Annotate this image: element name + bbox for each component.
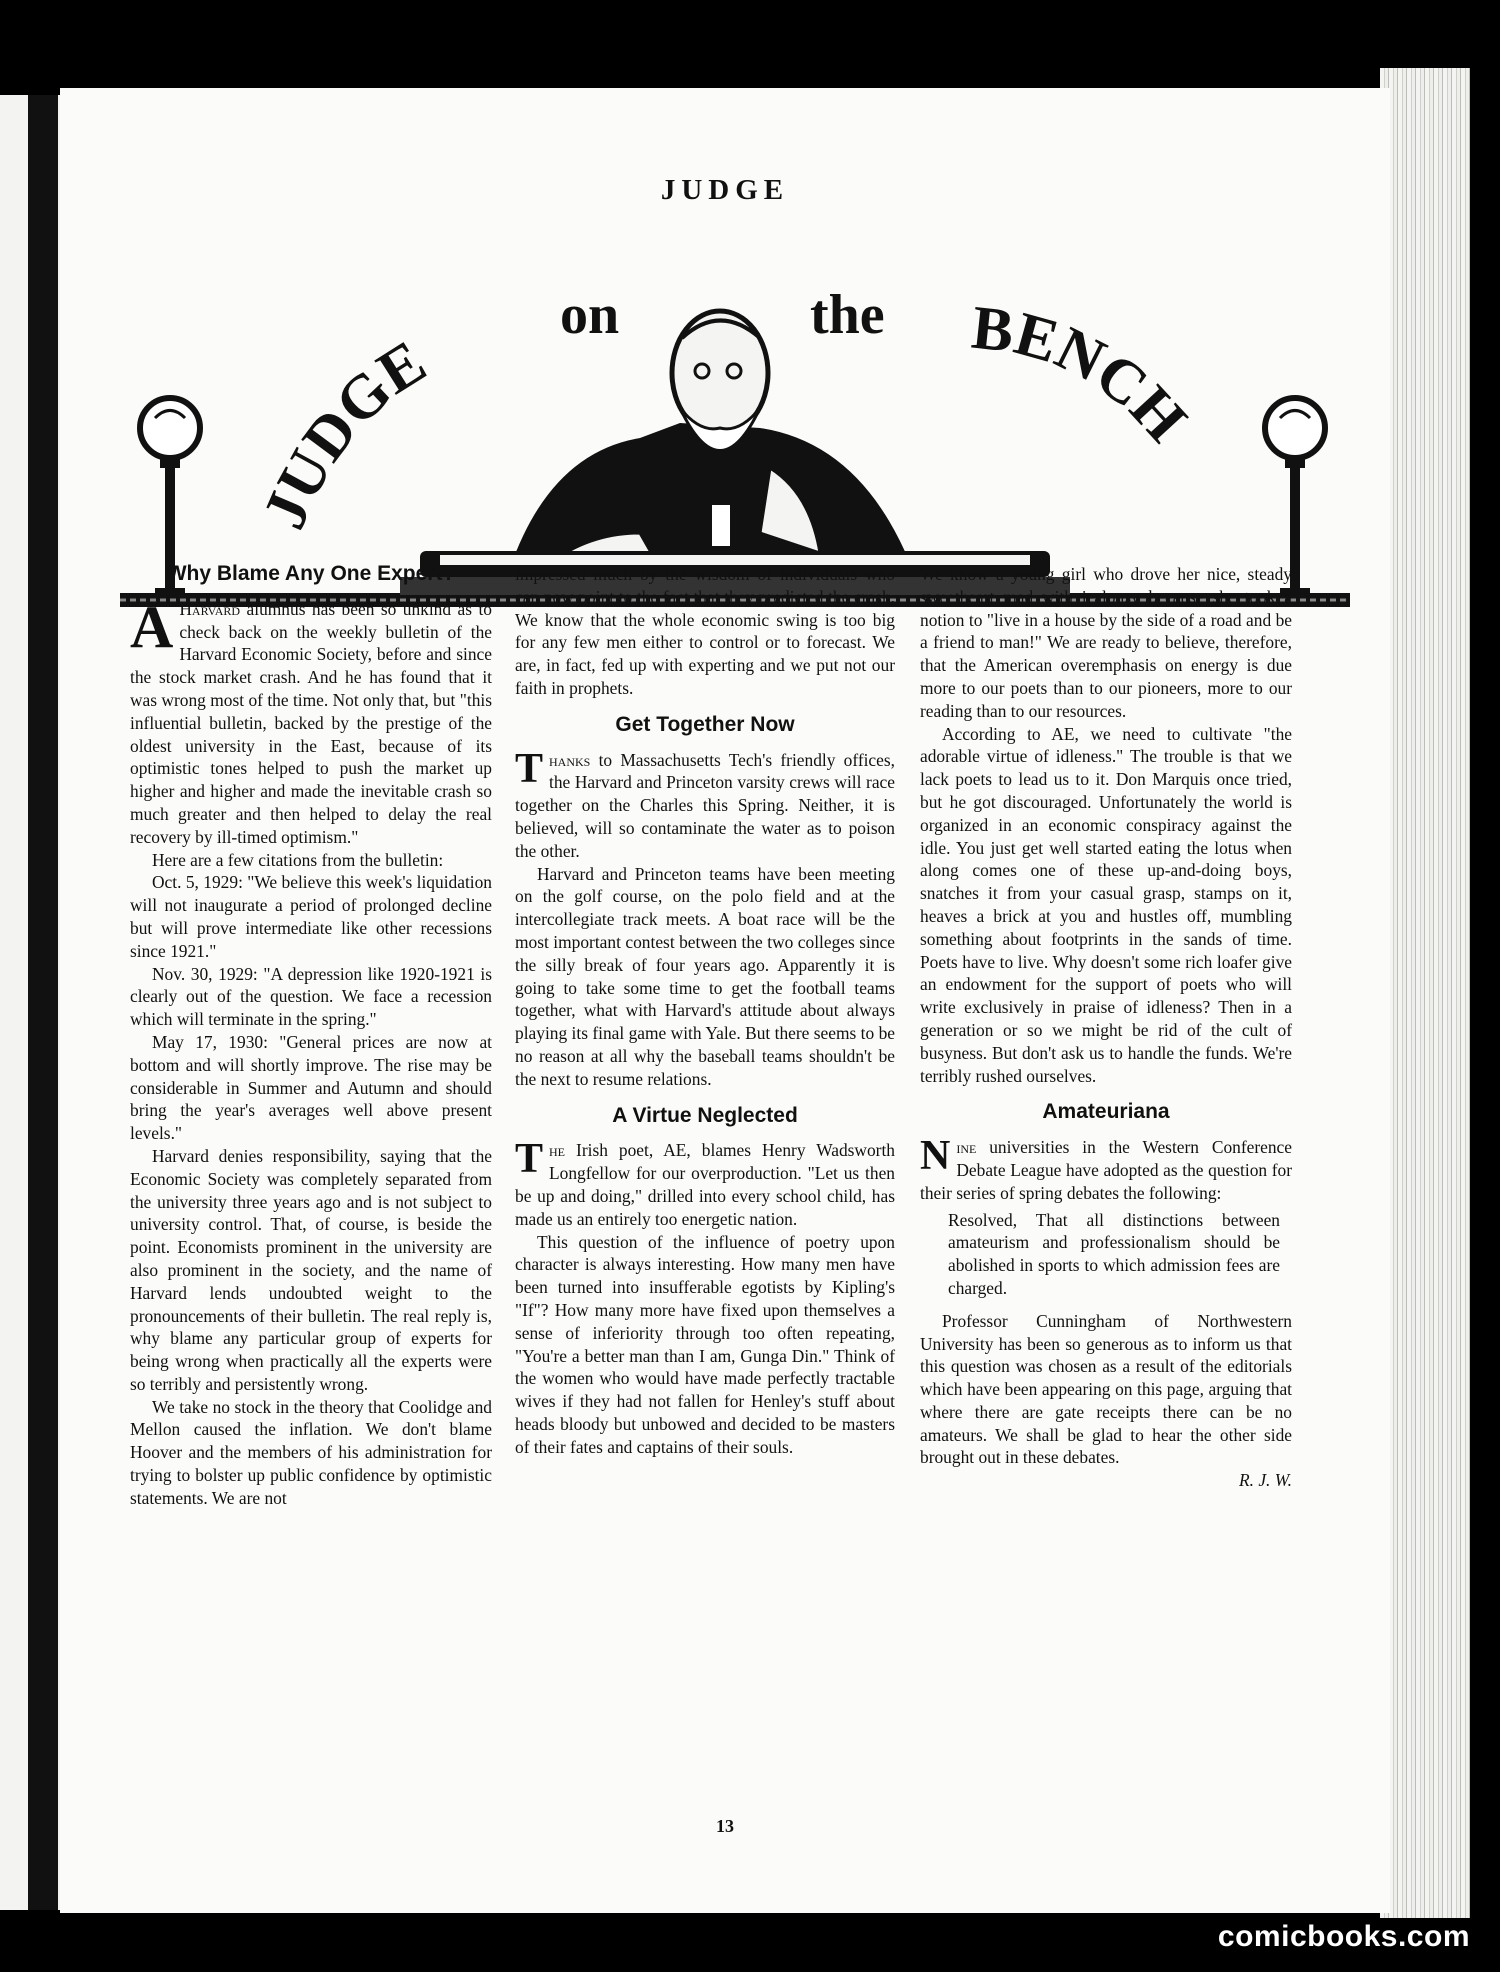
masthead-title-the: the [810,284,885,346]
paragraph: We take no stock in the theory that Coolidge and Mellon caused the inflation. We don't blame Hoover and the members of his administration for trying to bolster up public confidence by optimistic statements. We are not [130,1396,492,1508]
drop-cap: A [130,593,174,660]
running-head: JUDGE [660,174,790,206]
left-page-edge [0,95,60,1910]
paragraph: Harvard denies responsibility, saying that the Economic Society was completely separated from the university three years ago and is not subject to university control. That, of course, is beside the point. Economists prominent in the university are also prominent in the society, and the name of Harvard lends undoubted weight to the pronouncements of their bulletin. The real reply is, why blame any particular group of experts for being wrong when practically all the experts were so terribly and persistently wrong. [130,1145,492,1394]
paragraph [515,745,895,863]
svg-text:JUDGE [250,328,437,538]
heading-get-together: Get Together Now [615,712,795,736]
drop-cap: N [920,1133,951,1180]
paragraph [515,1136,895,1230]
heading-amateuriana: Amateuriana [1042,1100,1170,1124]
resolution-quote [948,1209,1280,1300]
svg-text:BENCH [969,294,1200,455]
masthead-title-on: on [560,284,620,346]
signature: R. J. W. [1239,1470,1292,1491]
quote-text: Resolved, That all distinctions between amateurism and professionalism should be abolished in sports to which admission fees are charged. [948,1209,1280,1298]
paragraph [130,593,492,849]
paragraph: Professor Cunningham of Northwestern University has been so generous as to inform us that this question was chosen as a result of the editorials which have been appearing on this page, arguing that where there are gate receipts there can be no amateurs. We shall be glad to hear the other side brought out in these debates. [920,1310,1292,1468]
masthead-title-right: BENCH [968,293,1200,455]
drop-cap: T [515,1136,544,1183]
drop-cap: T [515,745,544,792]
paragraph-text: alumnus has been so unkind as to check back on the weekly bulletin of the Harvard Economic Society, before and since the stock market crash. And he has found that it was wrong most of the time. Not only that, but "this influential bulletin, backed by the prestige of the oldest university in the East, because of its optimistic tones helped to push the market up higher and higher and made the inevitable crash so much greater and then helped to delay the real recovery by ill-timed optimism." [130,598,492,847]
paragraph: Here are a few citations from the bulletin: [152,849,444,870]
paragraph-text: to Massachusetts Tech's friendly offices, the Harvard and Princeton varsity crews will race together on the Charles this Spring. Neither, it is believed, will so contaminate the water as to poison the other. [515,749,895,861]
paragraph: According to AE, we need to cultivate "the adorable virtue of idleness." The trouble is that we lack poets to lead us to it. Don Marquis once tried, but he got discouraged. Unfortunately the world is organized in an economic conspiracy against the idle. You just get well started eating the lotus when along comes one of these up-and-doing boys, snatches it from your casual grasp, stamps on it, heaves a brick at you and hustles off, mumbling something about footprints in the sands of time. Poets have to live. Why doesn't some rich loafer give an endowment for the support of poets who will write exclusively in praise of idleness? Then in a generation or so we might be rid of the cult of busyness. But don't ask us to handle the funds. We're terribly rushed ourselves. [920,723,1292,1086]
lead-word: Harvard [179,598,241,619]
lead-word: ine [956,1137,977,1158]
paragraph: impressed much by the wisdom of individuals who can now point to the fact that they predicted the crash. We know that the whole economic swing is too big for any few men either to control or to forecast. We are, in fact, fed up with experting and we put not our faith in prophets. [515,564,895,698]
paragraph-text: Irish poet, AE, blames Henry Wadsworth Longfellow for our overproduction. "Let us then be up and doing," drilled into every school child, has made us an entirely too energetic nation. [515,1140,895,1229]
citation-paragraph: Nov. 30, 1929: "A depression like 1920-1921 is clearly out of the question. We face a recession which will terminate in the spring." [130,963,492,1030]
paragraph [920,1133,1292,1204]
column-2 [515,563,895,1458]
paragraph: We know a young girl who drove her nice, steady sweetheart mad with jealousy because she took a notion to "live in a house by the side of a road and be a friend to man!" We are ready to believe, therefore, that the American overemphasis on energy is due more to our poets than to our pioneers, more to our reading than to our resources. [920,564,1292,721]
citation-paragraph: Oct. 5, 1929: "We believe this week's liquidation will not inaugurate a period of prolonged decline but will prove intermediate like other recessions since 1921." [130,872,492,961]
heading-why-blame: Why Blame Any One Expert? [166,562,456,585]
heading-virtue-neglected: A Virtue Neglected [612,1103,798,1127]
paragraph: Harvard and Princeton teams have been meeting on the golf course, on the polo field and at the intercollegiate track meets. A boat race will be the most important contest between the two colleges since the silly break of four years ago. Apparently it is going to take some time to get the football teams together, what with Harvard's attitude about always playing its final game with Yale. But there seems to be no reason at all why the baseball teams shouldn't be the next to resume relations. [515,863,895,1089]
lead-word: he [549,1140,566,1161]
page-number: 13 [716,1816,734,1836]
column-3 [920,563,1292,1492]
watermark: comicbooks.com [1217,1920,1470,1953]
magazine-page [60,88,1390,1913]
lead-word: hanks [549,749,591,770]
judge-figure-icon [510,311,910,568]
citation-paragraph: May 17, 1930: "General prices are now at bottom and will shortly improve. The rise may be considerable in Summer and Autumn and should bring the year's averages well above present levels." [130,1031,492,1144]
column-1 [130,563,492,1510]
right-page-edges [1380,68,1470,1918]
masthead-title-left: JUDGE [250,327,438,539]
paragraph: This question of the influence of poetry upon character is always interesting. How many men have been turned into insufferable egotists by Kipling's "If"? How many more have fixed upon themselves a sense of inferiority through too often repeating, "You're a better man than I am, Gunga Din." Think of the women who would have made perfectly tractable wives if they had not fallen for Henley's stuff about heads bloody but unbowed and decided to be masters of their fates and captains of their souls. [515,1231,895,1457]
paragraph-text: universities in the Western Conference Debate League have adopted as the question for their series of spring debates the following: [920,1137,1292,1203]
